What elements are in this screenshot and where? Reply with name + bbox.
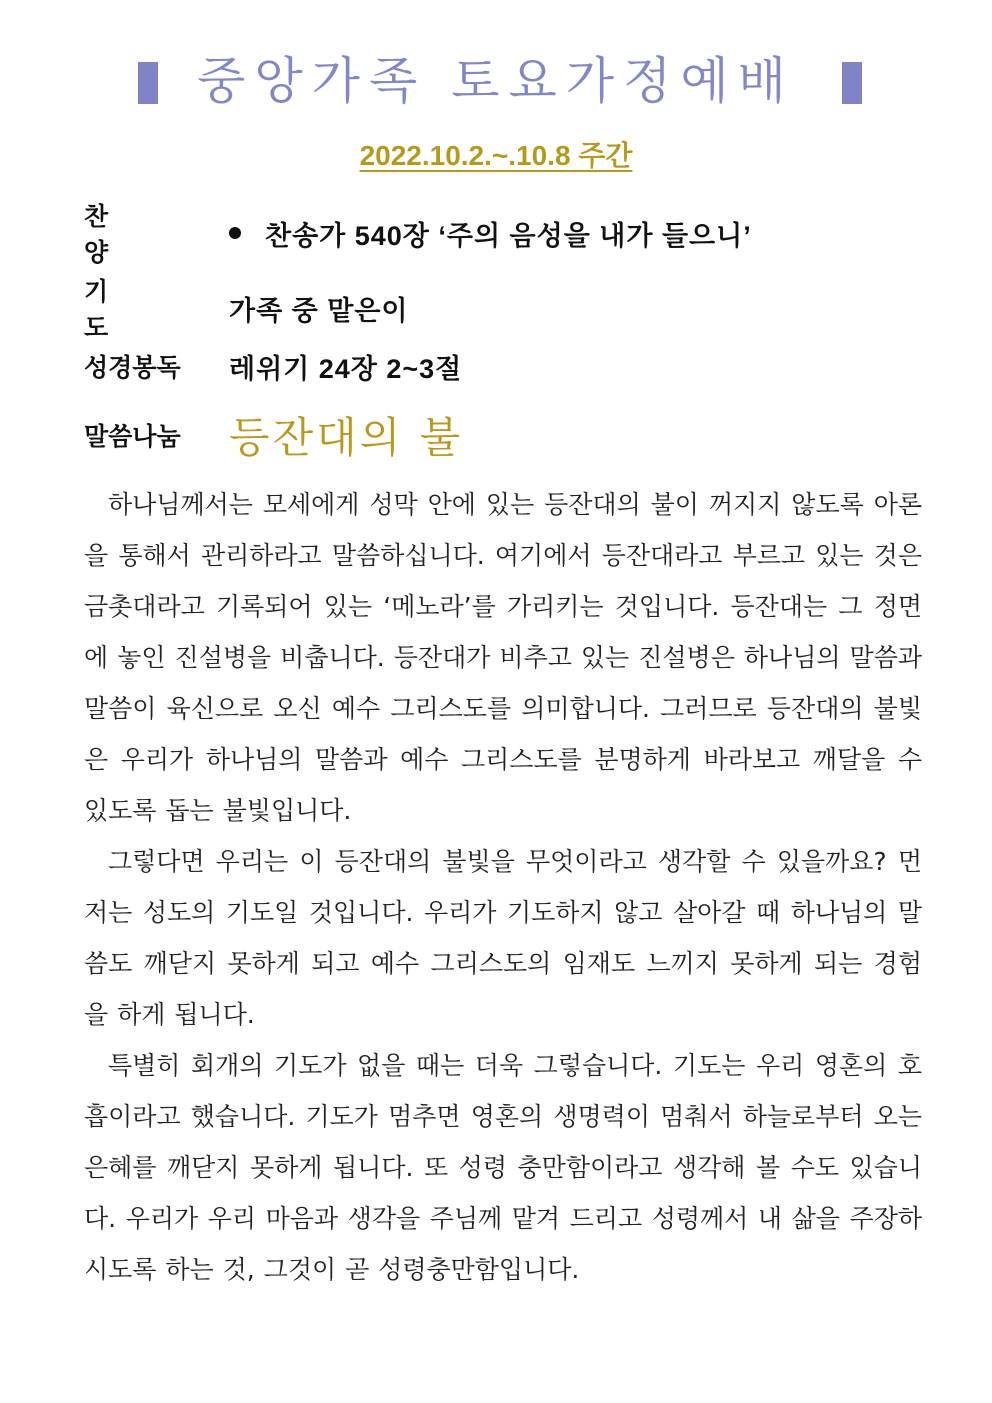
sermon-title: 등잔대의 불 xyxy=(229,413,464,462)
order-hymn xyxy=(84,203,752,267)
order-sermon xyxy=(84,410,463,460)
date-range: 2022.10.2.~.10.8 주간 xyxy=(359,140,633,171)
body-paragraph: 그렇다면 우리는 이 등잔대의 불빛을 무엇이라고 생각할 수 있을까요? 먼저는 성도의 기도일 것입니다. 우리가 기도하지 않고 살아갈 때 하나님의 말씀도 깨닫지 못하게 되고 예수 그리스도의 임재도 느끼지 못하게 되는 경험을 하게 됩니다. xyxy=(84,847,922,1029)
order-prayer xyxy=(84,278,409,342)
title-row xyxy=(0,46,992,116)
order-label-prayer: 기 도 xyxy=(84,278,151,342)
order-label-hymn: 찬 양 xyxy=(84,203,151,267)
body-paragraph: 하나님께서는 모세에게 성막 안에 있는 등잔대의 불이 꺼지지 않도록 아론을 통해서 관리하라고 말씀하십니다. 여기에서 등잔대라고 부르고 있는 것은 금촛대라고 기록되어 있는 ‘메노라’를 가리키는 것입니다. 등잔대는 그 정면에 놓인 진설병을 비춥니다. 등잔대가 비추고 있는 진설병은 하나님의 말씀과 말씀이 육신으로 오신 예수 그리스도를 의미합니다. 그러므로 등잔대의 불빛은 우리가 하나님의 말씀과 예수 그리스도를 분명하게 바라보고 깨달을 수 있도록 돕는 불빛입니다. xyxy=(84,490,922,825)
order-value-hymn: 찬송가 540장 ‘주의 음성을 내가 들으니’ xyxy=(265,220,752,251)
bullet-icon xyxy=(229,227,241,239)
order-label-sermon: 말씀나눔 xyxy=(84,423,181,451)
order-reading xyxy=(84,346,462,386)
sermon-body xyxy=(84,479,922,1295)
title-bar-right xyxy=(842,62,862,104)
order-value-reading: 레위기 24장 2~3절 xyxy=(229,353,463,384)
page-title: 중앙가족 토요가정예배 xyxy=(197,52,795,110)
order-value-prayer: 가족 중 맡은이 xyxy=(229,295,409,326)
body-paragraph: 특별히 회개의 기도가 없을 때는 더욱 그렇습니다. 기도는 우리 영혼의 호흡이라고 했습니다. 기도가 멈추면 영혼의 생명력이 멈춰서 하늘로부터 오는 은혜를 깨닫지 못하게 됩니다. 또 성령 충만함이라고 생각해 볼 수도 있습니다. 우리가 우리 마음과 생각을 주님께 맡겨 드리고 성령께서 내 삶을 주장하시도록 하는 것, 그것이 곧 성령충만함입니다. xyxy=(84,1051,922,1284)
order-label-reading: 성경봉독 xyxy=(84,354,181,382)
